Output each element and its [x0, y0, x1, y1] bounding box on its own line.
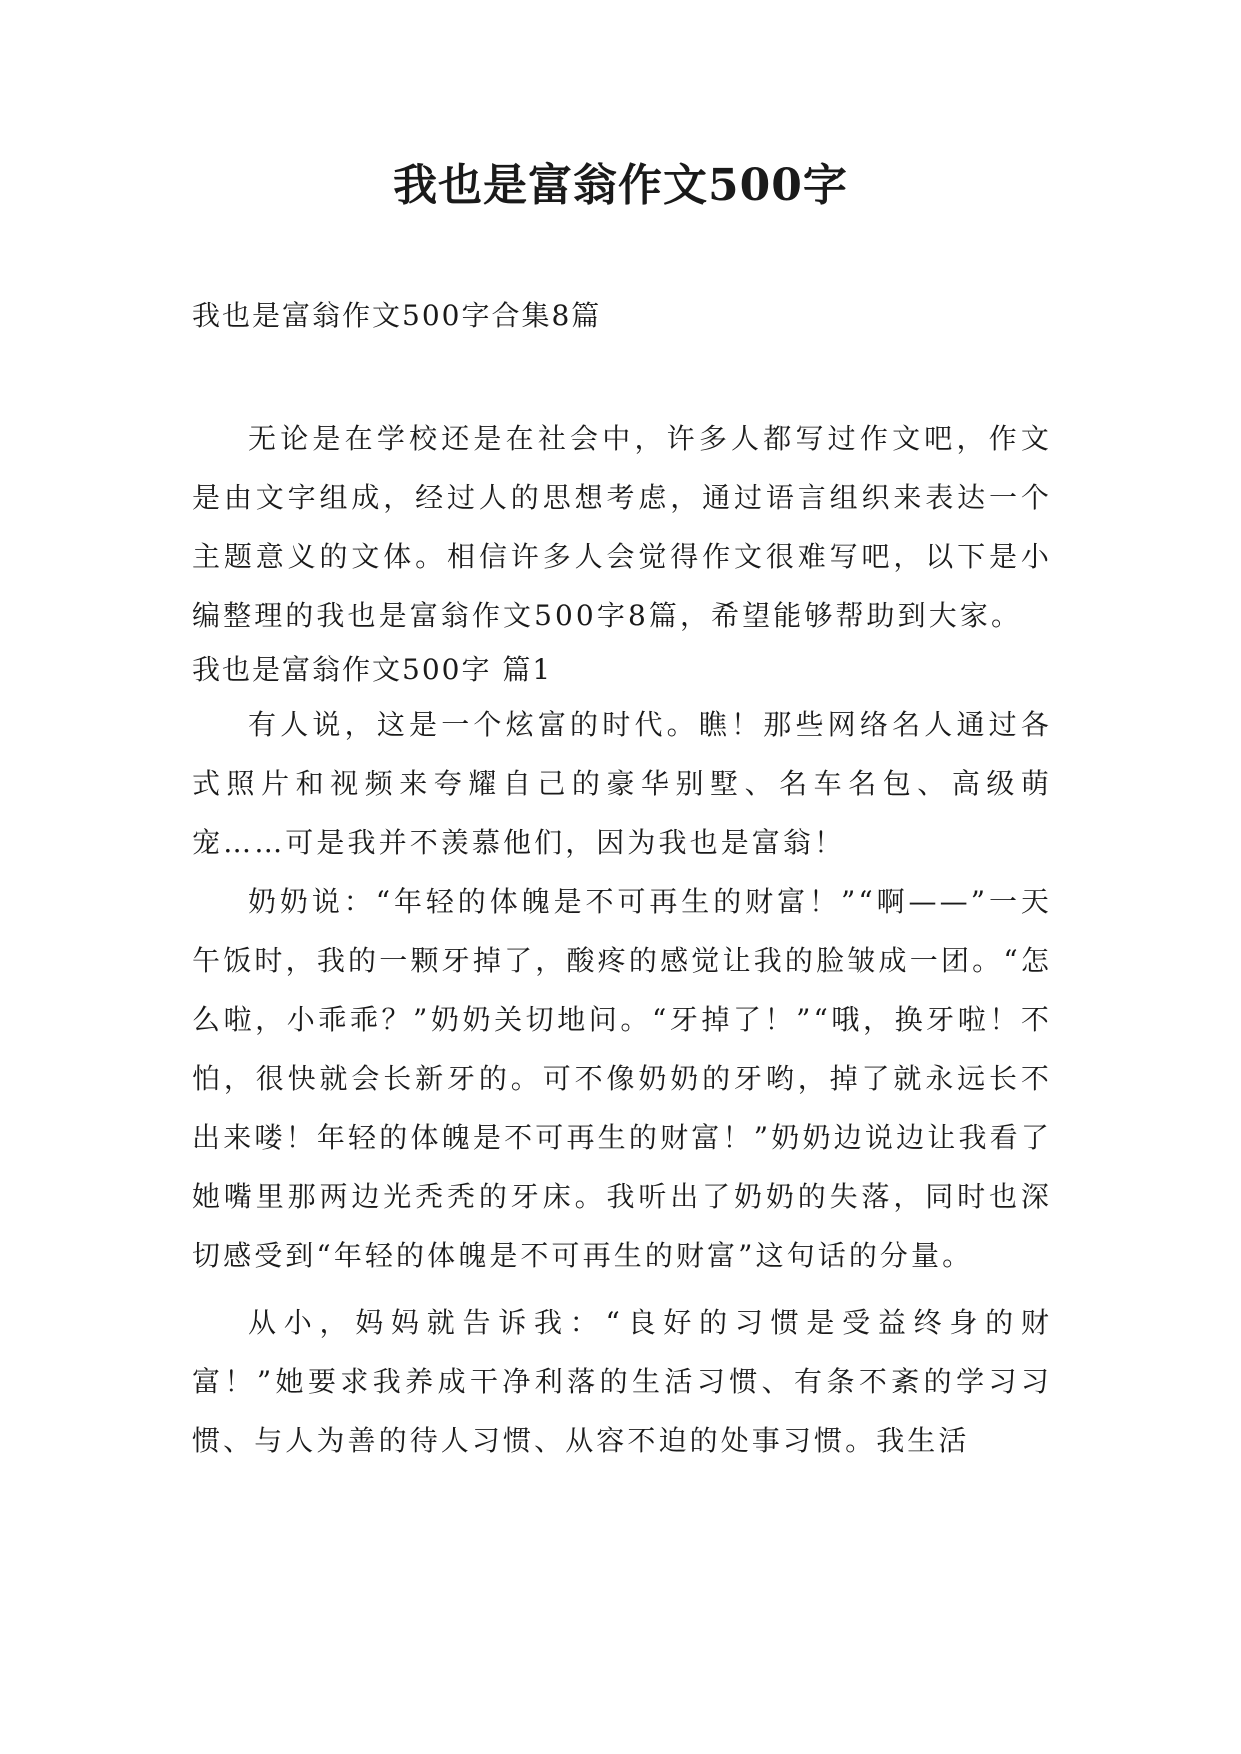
- body-paragraph: 奶奶说：“年轻的体魄是不可再生的财富！”“啊——”一天午饭时，我的一颗牙掉了，酸疼的感觉让我的脸皱成一团。“怎么啦，小乖乖？”奶奶关切地问。“牙掉了！”“哦，换牙啦！不怕，很快就会长新牙的。可不像奶奶的牙哟，掉了就永远长不出来喽！年轻的体魄是不可再生的财富！”奶奶边说边让我看了她嘴里那两边光秃秃的牙床。我听出了奶奶的失落，同时也深切感受到“年轻的体魄是不可再生的财富”这句话的分量。: [192, 885, 1052, 1272]
- document-subtitle: 我也是富翁作文500字合集8篇: [192, 299, 602, 332]
- section-heading: 我也是富翁作文500字 篇1: [192, 653, 553, 686]
- document-title: 我也是富翁作文500字: [393, 160, 848, 211]
- intro-paragraph: 无论是在学校还是在社会中，许多人都写过作文吧，作文是由文字组成，经过人的思想考虑，通过语言组织来表达一个主题意义的文体。相信许多人会觉得作文很难写吧，以下是小编整理的我也是富翁作文500字8篇，希望能够帮助到大家。: [192, 422, 1052, 632]
- body-paragraph: 有人说，这是一个炫富的时代。瞧！那些网络名人通过各式照片和视频来夸耀自己的豪华别墅、名车名包、高级萌宠……可是我并不羡慕他们，因为我也是富翁！: [192, 708, 1052, 859]
- body-paragraph: 从小，妈妈就告诉我：“良好的习惯是受益终身的财富！”她要求我养成干净利落的生活习惯、有条不紊的学习习惯、与人为善的待人习惯、从容不迫的处事习惯。我生活: [192, 1306, 1052, 1457]
- document-body: [192, 409, 1052, 1470]
